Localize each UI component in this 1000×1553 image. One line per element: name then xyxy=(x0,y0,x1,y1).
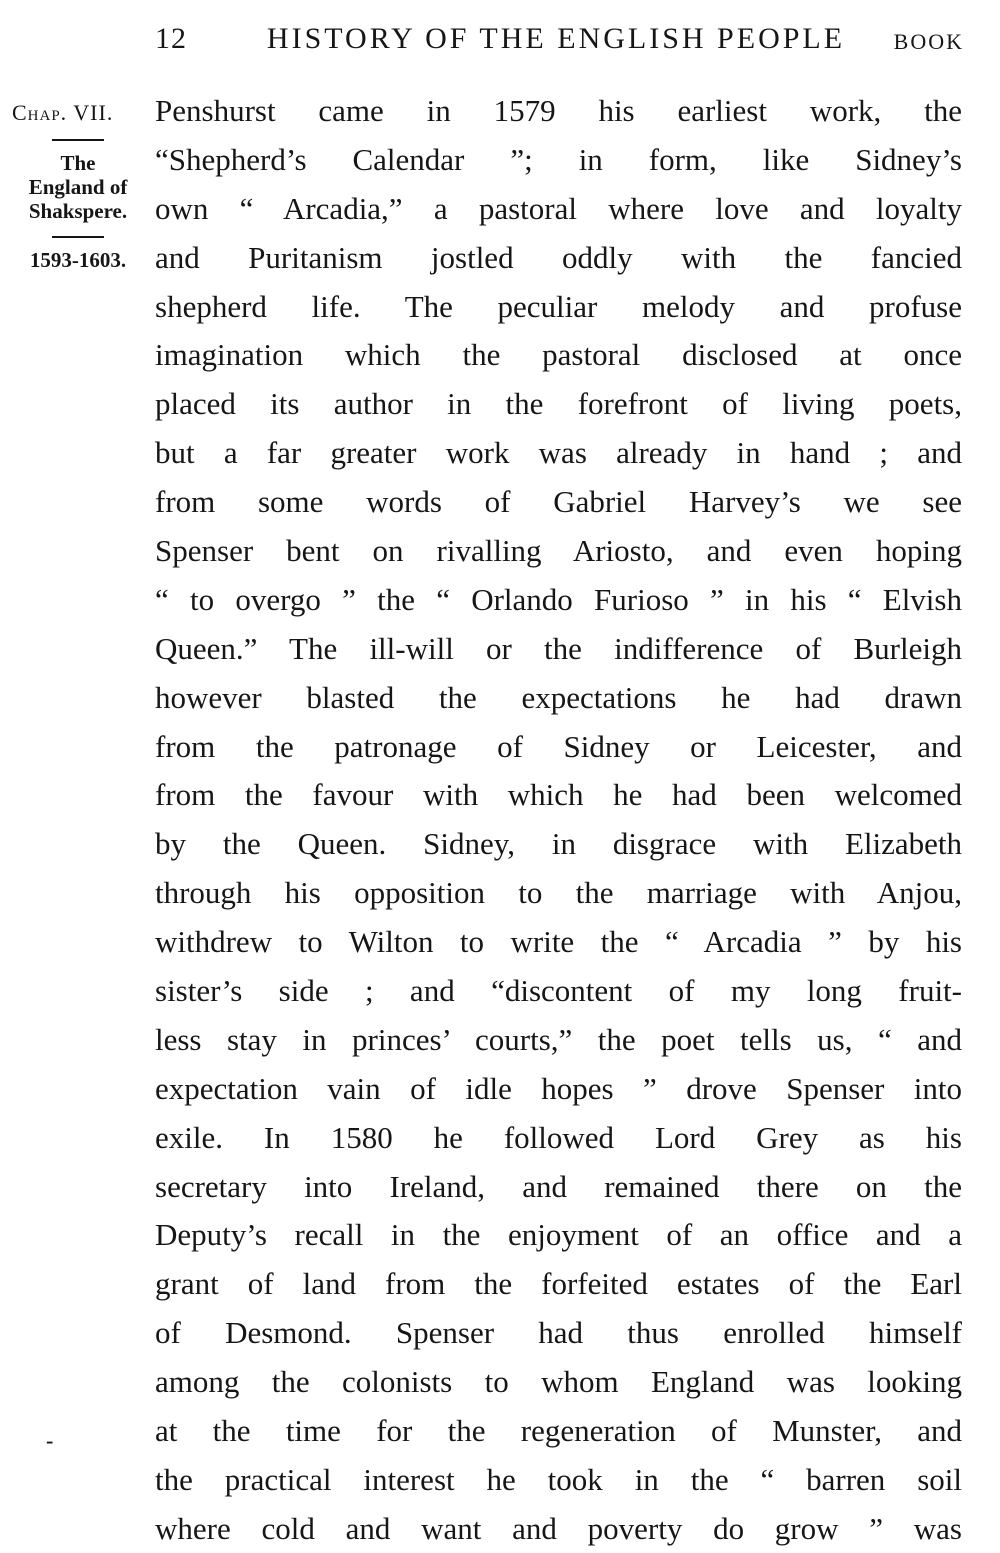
text-line: withdrew to Wilton to write the “ Arcadia ” by his xyxy=(155,924,962,960)
text-line: but a far greater work was already in hand ; and xyxy=(155,435,962,471)
margin-rule-top xyxy=(52,139,104,141)
text-line: and Puritanism jostled oddly with the fancied xyxy=(155,239,962,275)
text-line: “ to overgo ” the “ Orlando Furioso ” in his “ Elvish xyxy=(155,581,962,617)
text-line: Spenser bent on rivalling Ariosto, and even hoping xyxy=(155,533,962,569)
margin-note-line: The xyxy=(60,151,96,175)
running-head xyxy=(0,20,1000,60)
text-line: among the colonists to whom England was looking xyxy=(155,1364,962,1400)
text-line: “Shepherd’s Calendar ”; in form, like Sidney’s xyxy=(155,141,962,177)
text-line: Queen.” The ill-will or the indifference of Burleigh xyxy=(155,630,962,666)
text-line: placed its author in the forefront of living poets, xyxy=(155,386,962,422)
text-line: secretary into Ireland, and remained there on the xyxy=(155,1168,962,1204)
text-line: however blasted the expectations he had drawn xyxy=(155,679,962,715)
text-line: own “ Arcadia,” a pastoral where love and loyalty xyxy=(155,190,962,226)
text-line: imagination which the pastoral disclosed at once xyxy=(155,337,962,373)
text-line: from some words of Gabriel Harvey’s we see xyxy=(155,484,962,520)
margin-note-line: England of xyxy=(28,175,128,199)
text-line: at the time for the regeneration of Munster, and xyxy=(155,1413,962,1449)
text-line: of Desmond. Spenser had thus enrolled himself xyxy=(155,1315,962,1351)
text-line: less stay in princes’ courts,” the poet tells us, “ and xyxy=(155,1021,962,1057)
text-line: expectation vain of idle hopes ” drove Spenser into xyxy=(155,1070,962,1106)
text-line: Penshurst came in 1579 his earliest work, the xyxy=(155,93,962,128)
date-range: 1593-1603. xyxy=(29,248,127,272)
chapter-label: Chap. VII. xyxy=(12,100,114,125)
text-line: shepherd life. The peculiar melody and profuse xyxy=(155,288,962,324)
text-line: through his opposition to the marriage with Anjou, xyxy=(155,875,962,911)
text-line: the practical interest he took in the “ barren soil xyxy=(155,1461,962,1497)
running-head-title: HISTORY OF THE ENGLISH PEOPLE xyxy=(266,22,846,55)
margin-notes-column xyxy=(6,100,150,273)
text-line: Deputy’s recall in the enjoyment of an office and a xyxy=(155,1217,962,1253)
stray-scan-mark: - xyxy=(46,1428,54,1453)
text-line: by the Queen. Sidney, in disgrace with Elizabeth xyxy=(155,826,962,862)
body-text xyxy=(155,87,962,1553)
text-line: from the patronage of Sidney or Leicester, and xyxy=(155,728,962,764)
margin-note xyxy=(6,151,150,223)
margin-note-line: Shakspere. xyxy=(28,199,128,223)
text-line: grant of land from the forfeited estates of the Earl xyxy=(155,1266,962,1302)
text-line: where cold and want and poverty do grow ” was xyxy=(155,1510,962,1546)
text-line: exile. In 1580 he followed Lord Grey as his xyxy=(155,1119,962,1155)
book-label: BOOK xyxy=(893,29,964,54)
margin-rule-bottom xyxy=(52,236,104,238)
text-line: from the favour with which he had been welcomed xyxy=(155,777,962,813)
page-number: 12 xyxy=(155,22,187,55)
text-line: sister’s side ; and “discontent of my long fruit- xyxy=(155,973,962,1009)
